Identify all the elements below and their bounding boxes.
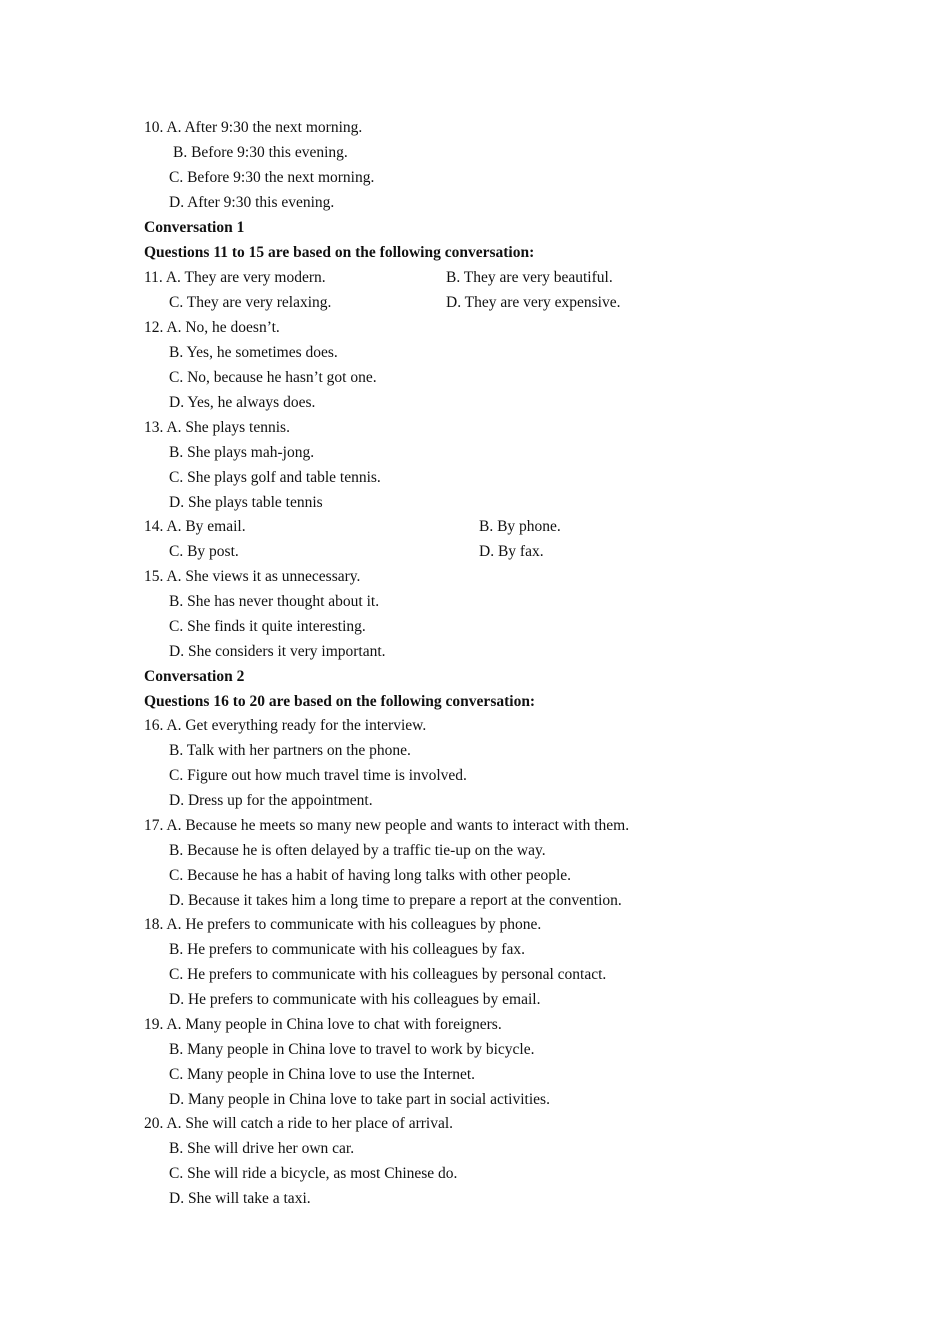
conversation-1-instruction: Questions 11 to 15 are based on the following conversation: (144, 244, 535, 261)
q11-option-c: C. They are very relaxing. (169, 294, 332, 311)
q14-option-d: D. By fax. (479, 543, 544, 560)
q12-option-d: D. Yes, he always does. (169, 394, 316, 411)
q14-option-a: 14. A. By email. (144, 518, 246, 535)
q18-option-a: 18. A. He prefers to communicate with his colleagues by phone. (144, 916, 542, 933)
q12-option-c: C. No, because he hasn’t got one. (169, 369, 377, 386)
q14-option-b: B. By phone. (479, 518, 561, 535)
q10-option-d: D. After 9:30 this evening. (169, 194, 335, 211)
q16-option-d: D. Dress up for the appointment. (169, 792, 373, 809)
q19-option-a: 19. A. Many people in China love to chat with foreigners. (144, 1016, 502, 1033)
q15-option-d: D. She considers it very important. (169, 643, 386, 660)
q19-option-b: B. Many people in China love to travel to work by bicycle. (169, 1041, 535, 1058)
q13-option-b: B. She plays mah-jong. (169, 444, 315, 461)
q20-option-a: 20. A. She will catch a ride to her place of arrival. (144, 1115, 454, 1132)
q11-option-d: D. They are very expensive. (446, 294, 621, 311)
q12-option-a: 12. A. No, he doesn’t. (144, 319, 280, 336)
q10-option-a: 10. A. After 9:30 the next morning. (144, 119, 363, 136)
q20-option-c: C. She will ride a bicycle, as most Chinese do. (169, 1165, 458, 1182)
q11-option-b: B. They are very beautiful. (446, 269, 613, 286)
q12-option-b: B. Yes, he sometimes does. (169, 344, 338, 361)
q16-option-a: 16. A. Get everything ready for the interview. (144, 717, 427, 734)
q16-option-c: C. Figure out how much travel time is involved. (169, 767, 467, 784)
q20-option-d: D. She will take a taxi. (169, 1190, 311, 1207)
q16-option-b: B. Talk with her partners on the phone. (169, 742, 411, 759)
conversation-1-heading: Conversation 1 (144, 219, 245, 236)
q11-option-a: 11. A. They are very modern. (144, 269, 326, 286)
q17-option-d: D. Because it takes him a long time to prepare a report at the convention. (169, 892, 622, 909)
q15-option-c: C. She finds it quite interesting. (169, 618, 366, 635)
q14-option-c: C. By post. (169, 543, 239, 560)
q17-option-b: B. Because he is often delayed by a traffic tie-up on the way. (169, 842, 546, 859)
q10-option-b: B. Before 9:30 this evening. (173, 144, 348, 161)
q19-option-c: C. Many people in China love to use the Internet. (169, 1066, 476, 1083)
q13-option-a: 13. A. She plays tennis. (144, 419, 290, 436)
q10-option-c: C. Before 9:30 the next morning. (169, 169, 375, 186)
q17-option-c: C. Because he has a habit of having long talks with other people. (169, 867, 572, 884)
conversation-2-heading: Conversation 2 (144, 668, 245, 685)
q15-option-b: B. She has never thought about it. (169, 593, 380, 610)
q17-option-a: 17. A. Because he meets so many new people and wants to interact with them. (144, 817, 630, 834)
conversation-2-instruction: Questions 16 to 20 are based on the following conversation: (144, 693, 536, 710)
q18-option-b: B. He prefers to communicate with his colleagues by fax. (169, 941, 525, 958)
q18-option-c: C. He prefers to communicate with his colleagues by personal contact. (169, 966, 607, 983)
q19-option-d: D. Many people in China love to take part in social activities. (169, 1091, 550, 1108)
q13-option-c: C. She plays golf and table tennis. (169, 469, 381, 486)
q15-option-a: 15. A. She views it as unnecessary. (144, 568, 361, 585)
q20-option-b: B. She will drive her own car. (169, 1140, 355, 1157)
q18-option-d: D. He prefers to communicate with his colleagues by email. (169, 991, 541, 1008)
q13-option-d: D. She plays table tennis (169, 494, 323, 511)
